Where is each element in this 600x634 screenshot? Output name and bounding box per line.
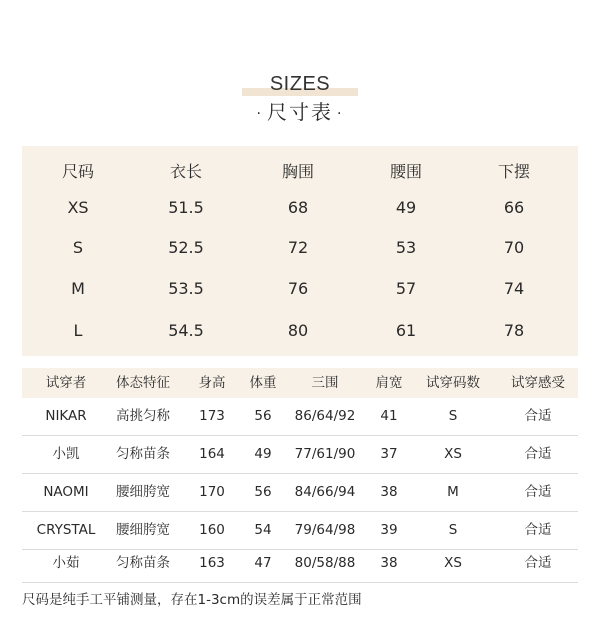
fit-cell: 匀称苗条	[116, 555, 170, 571]
fit-header-cell: 试穿者	[45, 375, 87, 391]
fit-cell: 小茹	[52, 555, 80, 571]
size-cell: L	[73, 321, 83, 340]
fit-cell: 小凯	[52, 446, 80, 462]
size-cell: 61	[395, 321, 417, 340]
fit-header-cell: 试穿感受	[511, 375, 565, 391]
header-cell: 胸围	[281, 162, 314, 181]
size-row	[22, 274, 578, 304]
fit-cell: 腰细胯宽	[116, 484, 170, 500]
header-cell: 下摆	[497, 162, 530, 181]
size-table	[22, 146, 578, 356]
size-cell: 53	[395, 238, 417, 257]
table-row	[22, 398, 578, 436]
size-cell: 76	[287, 279, 309, 298]
size-cell: 72	[287, 238, 309, 257]
page-header	[0, 72, 600, 126]
fit-cell: S	[448, 522, 458, 538]
fit-cell: 41	[380, 408, 398, 424]
fit-header-cell: 体重	[249, 375, 277, 391]
fit-cell: 47	[254, 555, 272, 571]
fit-cell: 38	[380, 555, 398, 571]
fit-cell: 高挑匀称	[116, 408, 170, 424]
fit-cell: NAOMI	[43, 484, 89, 500]
header-cell: 尺码	[61, 162, 94, 181]
size-cell: 52.5	[168, 238, 204, 257]
title-block	[270, 72, 330, 96]
size-table-header	[22, 157, 578, 187]
fit-cell: NIKAR	[45, 408, 87, 424]
fit-cell: 合适	[524, 555, 552, 571]
fit-cell: 56	[254, 408, 272, 424]
size-cell: 68	[287, 198, 309, 217]
size-cell: 70	[503, 238, 525, 257]
measurement-note: 尺码是纯手工平铺测量，存在1-3cm的误差属于正常范围	[22, 592, 362, 608]
fit-cell: 合适	[524, 446, 552, 462]
fit-cell: CRYSTAL	[36, 522, 96, 538]
size-cell: S	[72, 238, 84, 257]
fit-cell: 49	[254, 446, 272, 462]
header-cell: 腰围	[389, 162, 422, 181]
size-cell: 66	[503, 198, 525, 217]
size-cell: 53.5	[168, 279, 204, 298]
title-chinese: 尺寸表	[267, 100, 333, 124]
fit-cell: 合适	[524, 408, 552, 424]
fit-cell: S	[448, 408, 458, 424]
size-cell: 80	[287, 321, 309, 340]
fit-cell: 79/64/98	[294, 522, 356, 538]
fit-cell: 170	[199, 484, 225, 500]
fit-cell: 腰细胯宽	[116, 522, 170, 538]
size-cell: 51.5	[168, 198, 204, 217]
fit-cell: 56	[254, 484, 272, 500]
fit-cell: 164	[199, 446, 225, 462]
fit-cell: 80/58/88	[294, 555, 356, 571]
fit-cell: M	[447, 484, 459, 500]
size-cell: 49	[395, 198, 417, 217]
dot-left: ·	[256, 105, 263, 122]
header-cell: 衣长	[169, 162, 202, 181]
size-cell: 78	[503, 321, 525, 340]
fit-header-cell: 肩宽	[375, 375, 403, 391]
dot-right: ·	[337, 105, 344, 122]
title-english: SIZES	[269, 73, 331, 95]
fit-cell: 39	[380, 522, 398, 538]
size-cell: 57	[395, 279, 417, 298]
fit-cell: 86/64/92	[294, 408, 356, 424]
fit-cell: 合适	[524, 522, 552, 538]
fit-cell: 合适	[524, 484, 552, 500]
fit-header-cell: 体态特征	[116, 375, 170, 391]
size-cell: M	[71, 279, 85, 298]
fit-table-header	[22, 368, 578, 398]
fit-cell: 匀称苗条	[116, 446, 170, 462]
table-row	[22, 436, 578, 474]
fit-header-cell: 试穿码数	[426, 375, 480, 391]
fit-header-cell: 三围	[311, 375, 339, 391]
fit-cell: 160	[199, 522, 225, 538]
table-row	[22, 474, 578, 512]
fit-cell: 37	[380, 446, 398, 462]
size-cell: XS	[67, 198, 89, 217]
fit-cell: 173	[199, 408, 225, 424]
size-row	[22, 193, 578, 223]
fit-cell: XS	[444, 555, 462, 571]
fit-cell: 54	[254, 522, 272, 538]
fit-cell: 77/61/90	[294, 446, 356, 462]
table-row	[22, 545, 578, 583]
fit-cell: 38	[380, 484, 398, 500]
size-row	[22, 316, 578, 346]
fit-header-cell: 身高	[198, 375, 226, 391]
fit-cell: 84/66/94	[294, 484, 356, 500]
fit-cell: XS	[444, 446, 462, 462]
size-cell: 54.5	[168, 321, 204, 340]
title-chinese-line	[0, 100, 600, 126]
fit-cell: 163	[199, 555, 225, 571]
size-cell: 74	[503, 279, 525, 298]
size-row	[22, 233, 578, 263]
